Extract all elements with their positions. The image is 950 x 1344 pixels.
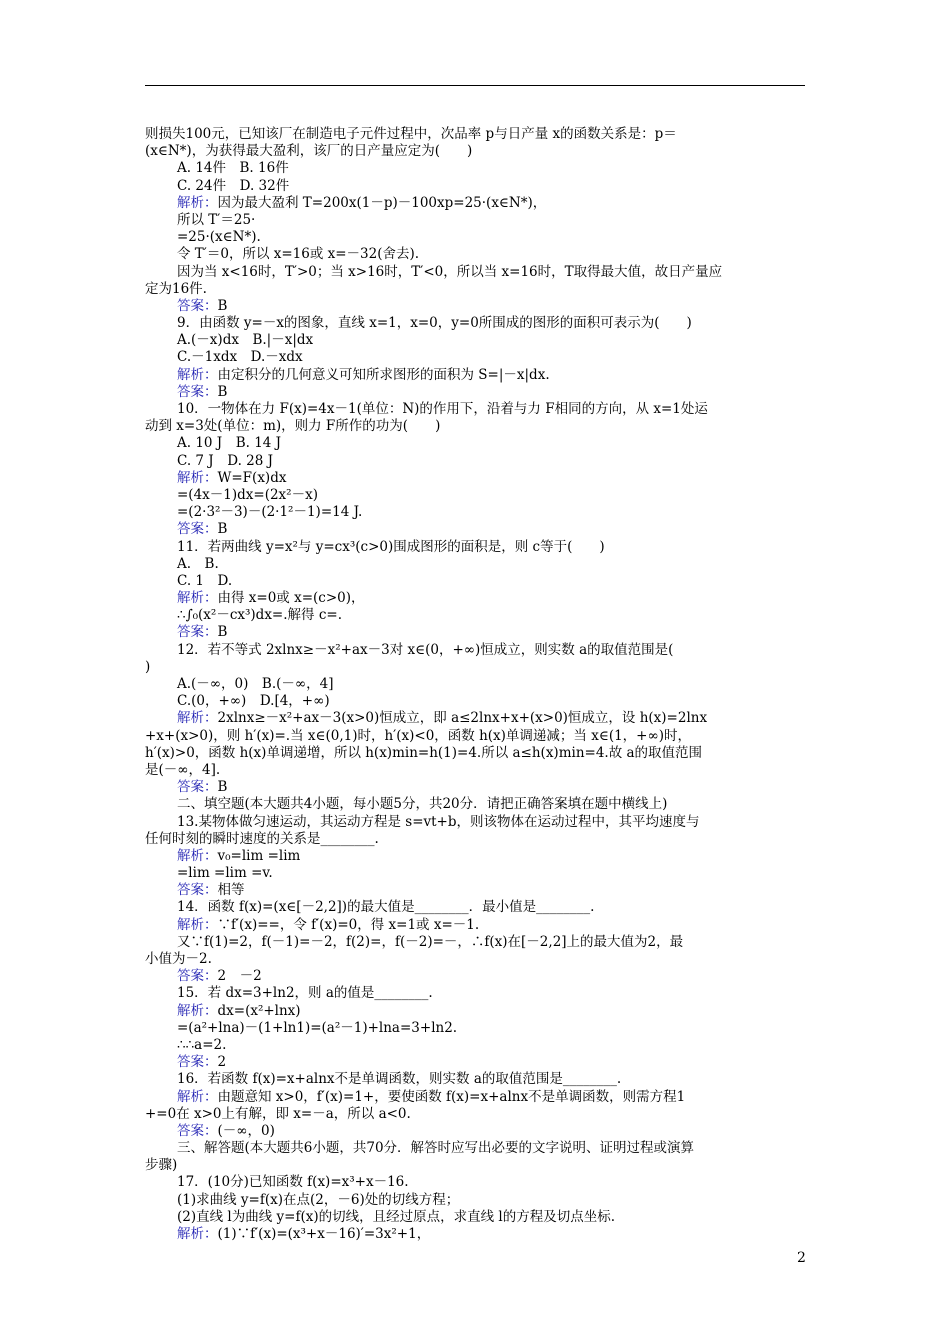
text-line [145, 556, 807, 573]
line-text: 9．由函数 y=－x的图象，直线 x=1，x=0，y=0所围成的图形的面积可表示为( ) [177, 315, 692, 332]
line-text: B [217, 383, 228, 400]
text-line [145, 1071, 807, 1088]
line-text: C.－1xdx D.－xdx [177, 349, 303, 366]
line-text: A. 10 J B. 14 J [177, 435, 282, 452]
text-line [145, 367, 807, 384]
line-text: A. B. [177, 555, 219, 572]
line-text: +x+(x>0)，则 h′(x)=.当 x∈(0,1)时，h′(x)<0，函数 h(x)单调递减；当 x∈(1，+∞)时， [145, 727, 692, 744]
text-line [145, 917, 807, 934]
text-line [145, 160, 807, 177]
answer-label: 解析： [177, 366, 218, 383]
line-text: 相等 [217, 882, 245, 899]
line-text: (1)求曲线 y=f(x)在点(2，－6)处的切线方程； [177, 1191, 460, 1208]
text-line [145, 693, 807, 710]
line-text: B [217, 521, 228, 538]
line-text: =lim =lim =v. [177, 865, 273, 882]
text-line [145, 1209, 807, 1226]
line-text: 10．一物体在力 F(x)=4x－1(单位：N)的作用下，沿着与力 F相同的方向，从 x=1处运 [177, 401, 708, 417]
line-text: 步骤) [145, 1157, 178, 1174]
line-text: C. 1 D. [177, 572, 233, 589]
line-text: (2)直线 l为曲线 y=f(x)的切线，且经过原点，求直线 l的方程及切点坐标. [177, 1208, 616, 1225]
text-line [145, 539, 807, 556]
answer-label: 答案： [177, 297, 218, 314]
line-text: A. 14件 B. 16件 [177, 160, 289, 177]
text-line [145, 1089, 807, 1106]
document-body [145, 126, 807, 1243]
text-line [145, 968, 807, 985]
text-line [145, 332, 807, 349]
line-text: 2 －2 [217, 968, 262, 985]
text-line [145, 281, 807, 298]
text-line [145, 590, 807, 607]
line-text: 二、填空题(本大题共4小题，每小题5分，共20分．请把正确答案填在题中横线上) [177, 796, 668, 813]
line-text: W=F(x)dx [217, 469, 287, 486]
answer-label: 答案： [177, 383, 218, 400]
line-text: 动到 x=3处(单位：m)，则力 F所作的功为( ) [145, 418, 441, 435]
text-line [145, 1174, 807, 1191]
line-text: (－∞，0) [217, 1122, 275, 1139]
text-line [145, 246, 807, 263]
header-rule [145, 85, 805, 86]
text-line [145, 1106, 807, 1123]
line-text: C. 24件 D. 32件 [177, 177, 290, 194]
text-line [145, 349, 807, 366]
text-line [145, 1140, 807, 1157]
line-text: B [217, 624, 228, 641]
line-text: A.(－∞，0) B.(－∞，4] [177, 676, 334, 692]
text-line [145, 401, 807, 418]
text-line [145, 1003, 807, 1020]
text-line [145, 607, 807, 624]
text-line [145, 624, 807, 641]
line-text: (x∈N*)，为获得最大盈利，该厂的日产量应定为( ) [145, 143, 473, 160]
text-line [145, 642, 807, 659]
line-text: ∵f′(x)==，令 f′(x)=0，得 x=1或 x=－1. [217, 916, 480, 933]
text-line [145, 229, 807, 246]
line-text: 则损失100元，已知该厂在制造电子元件过程中，次品率 p与日产量 x的函数关系是：p＝ [145, 126, 677, 142]
text-line [145, 435, 807, 452]
line-text: 14．函数 f(x)=(x∈[－2,2])的最大值是________．最小值是________. [177, 899, 595, 916]
line-text: 2xlnx≥－x²+ax－3(x>0)恒成立，即 a≤2lnx+x+(x>0)恒成立，设 h(x)=2lnx [217, 710, 708, 727]
text-line [145, 521, 807, 538]
line-text: 所以 T′＝25· [177, 211, 256, 228]
answer-label: 答案： [177, 1054, 218, 1071]
line-text: A.(－x)dx B.|－x|dx [177, 332, 314, 349]
answer-label: 解析： [177, 847, 218, 864]
answer-label: 解析： [177, 710, 218, 727]
answer-label: 解析： [177, 1002, 218, 1019]
line-text: C.(0，+∞) D.[4，+∞) [177, 693, 330, 710]
answer-label: 解析： [177, 1088, 218, 1105]
answer-label: 解析： [177, 916, 218, 933]
line-text: =(2·3²－3)－(2·1²－1)=14 J. [177, 504, 363, 521]
text-line [145, 710, 807, 727]
line-text: (1)∵f′(x)=(x³+x－16)′=3x²+1， [217, 1226, 431, 1242]
line-text: h′(x)>0，函数 h(x)单调递增，所以 h(x)min=h(1)=4.所以 a≤h(x)min=4.故 a的取值范围 [145, 744, 703, 761]
text-line [145, 384, 807, 401]
line-text: 又∵f(1)=2，f(－1)=－2，f(2)=，f(－2)=－，∴f(x)在[－2,2]上的最大值为2，最 [177, 933, 684, 950]
text-line [145, 899, 807, 916]
text-line [145, 1123, 807, 1140]
text-line [145, 831, 807, 848]
line-text: 15．若 dx=3+ln2，则 a的值是________. [177, 985, 433, 1002]
line-text: 2 [217, 1054, 227, 1071]
text-line [145, 659, 807, 676]
line-text: 由得 x=0或 x=(c>0)， [217, 590, 365, 607]
text-line [145, 779, 807, 796]
text-line [145, 573, 807, 590]
text-line [145, 951, 807, 968]
text-line [145, 487, 807, 504]
line-text: B [217, 779, 228, 796]
line-text: 任何时刻的瞬时速度的关系是________. [145, 830, 379, 847]
line-text: 16．若函数 f(x)=x+alnx不是单调函数，则实数 a的取值范围是________. [177, 1071, 622, 1088]
line-text: 13.某物体做匀速运动，其运动方程是 s=vt+b，则该物体在运动过程中，其平均速度与 [177, 813, 700, 830]
text-line [145, 470, 807, 487]
line-text: =(a²+lna)－(1+ln1)=(a²－1)+lna=3+ln2. [177, 1019, 458, 1036]
text-line [145, 1020, 807, 1037]
text-line [145, 315, 807, 332]
answer-label: 答案： [177, 882, 218, 899]
answer-label: 解析： [177, 469, 218, 486]
text-line [145, 195, 807, 212]
text-line [145, 298, 807, 315]
page-number: 2 [797, 1250, 806, 1266]
line-text: 17．(10分)已知函数 f(x)=x³+x－16. [177, 1174, 409, 1191]
text-line [145, 504, 807, 521]
line-text: 由定积分的几何意义可知所求图形的面积为 S=|－x|dx. [217, 366, 550, 383]
line-text: 12．若不等式 2xlnx≥－x²+ax－3对 x∈(0，+∞)恒成立，则实数 a的取值范围是( [177, 641, 674, 658]
text-line [145, 934, 807, 951]
answer-label: 解析： [177, 590, 218, 607]
answer-label: 答案： [177, 1122, 218, 1139]
text-line [145, 453, 807, 470]
line-text: C. 7 J D. 28 J [177, 452, 274, 469]
text-line [145, 1157, 807, 1174]
line-text: 由题意知 x>0，f′(x)=1+，要使函数 f(x)=x+alnx不是单调函数，则需方程1 [217, 1088, 686, 1105]
answer-label: 解析： [177, 194, 218, 211]
text-line [145, 985, 807, 1002]
text-line [145, 1192, 807, 1209]
line-text: v₀=lim =lim [217, 847, 301, 864]
text-line [145, 796, 807, 813]
line-text: dx=(x²+lnx) [217, 1002, 301, 1019]
line-text: B [217, 297, 228, 314]
line-text: +=0在 x>0上有解，即 x=－a，所以 a<0. [145, 1105, 411, 1122]
text-line [145, 865, 807, 882]
line-text: 因为最大盈利 T=200x(1－p)－100xp=25·(x∈N*)， [217, 194, 547, 211]
line-text: 令 T′＝0，所以 x=16或 x=－32(舍去). [177, 246, 420, 263]
line-text: 11．若两曲线 y=x²与 y=cx³(c>0)围成图形的面积是，则 c等于( ) [177, 538, 605, 555]
line-text: ) [145, 658, 151, 675]
answer-label: 答案： [177, 624, 218, 641]
text-line [145, 264, 807, 281]
text-line [145, 143, 807, 160]
text-line [145, 418, 807, 435]
line-text: ∴∫₀(x²－cx³)dx=.解得 c=. [177, 607, 342, 624]
answer-label: 答案： [177, 968, 218, 985]
line-text: 小值为－2. [145, 951, 212, 967]
line-text: 因为当 x<16时，T′>0；当 x>16时，T′<0，所以当 x=16时，T取得最大值，故日产量应 [177, 263, 723, 280]
text-line [145, 1226, 807, 1243]
answer-label: 答案： [177, 521, 218, 538]
text-line [145, 1054, 807, 1071]
text-line [145, 178, 807, 195]
text-line [145, 728, 807, 745]
line-text: 三、解答题(本大题共6小题，共70分．解答时应写出必要的文字说明、证明过程或演算 [177, 1140, 695, 1157]
line-text: =(4x－1)dx=(2x²－x) [177, 486, 318, 503]
line-text: 定为16件. [145, 280, 207, 297]
line-text: ∴∴a=2. [177, 1036, 227, 1053]
text-line [145, 848, 807, 865]
text-line [145, 814, 807, 831]
text-line [145, 1037, 807, 1054]
answer-label: 答案： [177, 779, 218, 796]
line-text: 是(－∞，4]. [145, 761, 221, 778]
text-line [145, 882, 807, 899]
text-line [145, 762, 807, 779]
answer-label: 解析： [177, 1226, 218, 1242]
line-text: =25·(x∈N*). [177, 229, 261, 246]
text-line [145, 212, 807, 229]
text-line [145, 126, 807, 143]
text-line [145, 745, 807, 762]
text-line [145, 676, 807, 693]
